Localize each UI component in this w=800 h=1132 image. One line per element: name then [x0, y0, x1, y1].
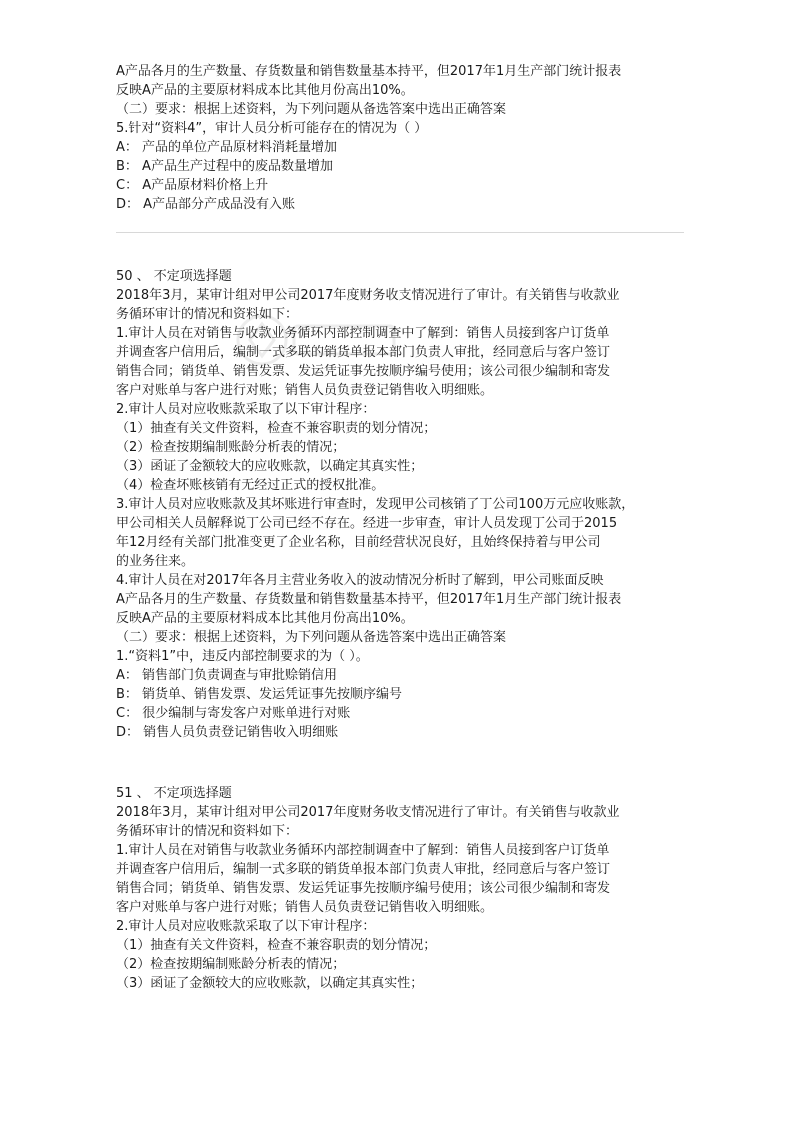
- text-line: 4.审计人员在对2017年各月主营业务收入的波动情况分析时了解到，甲公司账面反映: [116, 573, 604, 588]
- text-line: 1.审计人员在对销售与收款业务循环内部控制调查中了解到：销售人员接到客户订货单: [116, 326, 610, 341]
- text-line: 年12月经有关部门批准变更了企业名称，目前经营状况良好，且始终保持着与甲公司: [116, 535, 601, 550]
- text-line: 2.审计人员对应收账款采取了以下审计程序：: [116, 402, 376, 417]
- text-line: 并调查客户信用后，编制一式多联的销货单报本部门负责人审批，经同意后与客户签订: [116, 862, 611, 877]
- text-line: A： 产品的单位产品原材料消耗量增加: [116, 140, 338, 155]
- text-line: （2）检查按期编制账龄分析表的情况；: [116, 440, 346, 455]
- text-line: 2018年3月，某审计组对甲公司2017年度财务收支情况进行了审计。有关销售与收款业: [116, 288, 620, 303]
- text-line: A产品各月的生产数量、存货数量和销售数量基本持平，但2017年1月生产部门统计报表: [116, 64, 622, 79]
- text-line: D： 销售人员负责登记销售收入明细账: [116, 725, 339, 740]
- question-block-51: [116, 784, 696, 993]
- text-line: 销售合同；销货单、销售发票、发运凭证事先按顺序编号使用；该公司很少编制和寄发: [116, 364, 611, 379]
- text-line: C： 很少编制与寄发客户对账单进行对账: [116, 706, 351, 721]
- text-line: 甲公司相关人员解释说丁公司已经不存在。经进一步审查，审计人员发现丁公司于2015: [116, 516, 618, 531]
- question-block-50: [116, 267, 696, 742]
- text-line: （3）函证了金额较大的应收账款，以确定其真实性；: [116, 976, 424, 991]
- text-line: 客户对账单与客户进行对账；销售人员负责登记销售收入明细账。: [116, 383, 494, 398]
- text-line: 2018年3月，某审计组对甲公司2017年度财务收支情况进行了审计。有关销售与收款业: [116, 805, 620, 820]
- text-line: 3.审计人员对应收账款及其坏账进行审查时，发现甲公司核销了丁公司100万元应收账款，: [116, 497, 635, 512]
- text-line: 销售合同；销货单、销售发票、发运凭证事先按顺序编号使用；该公司很少编制和寄发: [116, 881, 611, 896]
- text-line: 反映A产品的主要原材料成本比其他月份高出10%。: [116, 611, 414, 626]
- text-line: （4）检查坏账核销有无经过正式的授权批准。: [116, 478, 385, 493]
- text-line: C： A产品原材料价格上升: [116, 178, 269, 193]
- text-line: 反映A产品的主要原材料成本比其他月份高出10%。: [116, 83, 414, 98]
- text-line: （1）抽查有关文件资料，检查不兼容职责的划分情况；: [116, 421, 437, 436]
- text-line: （3）函证了金额较大的应收账款，以确定其真实性；: [116, 459, 424, 474]
- text-line: （二）要求：根据上述资料，为下列问题从备选答案中选出正确答案: [116, 630, 507, 645]
- text-line: 务循环审计的情况和资料如下：: [116, 824, 299, 839]
- text-line: 2.审计人员对应收账款采取了以下审计程序：: [116, 919, 376, 934]
- text-line: 1.审计人员在对销售与收款业务循环内部控制调查中了解到：销售人员接到客户订货单: [116, 843, 610, 858]
- text-line: 并调查客户信用后，编制一式多联的销货单报本部门负责人审批，经同意后与客户签订: [116, 345, 611, 360]
- text-line: B： A产品生产过程中的废品数量增加: [116, 159, 333, 174]
- text-line: A产品各月的生产数量、存货数量和销售数量基本持平，但2017年1月生产部门统计报表: [116, 592, 622, 607]
- text-line: （二）要求：根据上述资料，为下列问题从备选答案中选出正确答案: [116, 102, 507, 117]
- question-header: 51 、 不定项选择题: [116, 786, 232, 801]
- text-line: A： 销售部门负责调查与审批赊销信用: [116, 668, 338, 683]
- text-line: （1）抽查有关文件资料，检查不兼容职责的划分情况；: [116, 938, 437, 953]
- text-line: D： A产品部分产成品没有入账: [116, 197, 296, 212]
- text-line: 务循环审计的情况和资料如下：: [116, 307, 299, 322]
- question-header: 50 、 不定项选择题: [116, 269, 232, 284]
- text-line: 5.针对“资料4”，审计人员分析可能存在的情况为（ ）: [116, 121, 428, 136]
- question-block-top: [116, 62, 696, 214]
- document-content: [116, 62, 696, 993]
- text-line: （2）检查按期编制账龄分析表的情况；: [116, 957, 346, 972]
- text-line: B： 销货单、销售发票、发运凭证事先按顺序编号: [116, 687, 403, 702]
- text-line: 客户对账单与客户进行对账；销售人员负责登记销售收入明细账。: [116, 900, 494, 915]
- text-line: 的业务往来。: [116, 554, 195, 569]
- text-line: 1.“资料1”中，违反内部控制要求的为（ ）。: [116, 649, 369, 664]
